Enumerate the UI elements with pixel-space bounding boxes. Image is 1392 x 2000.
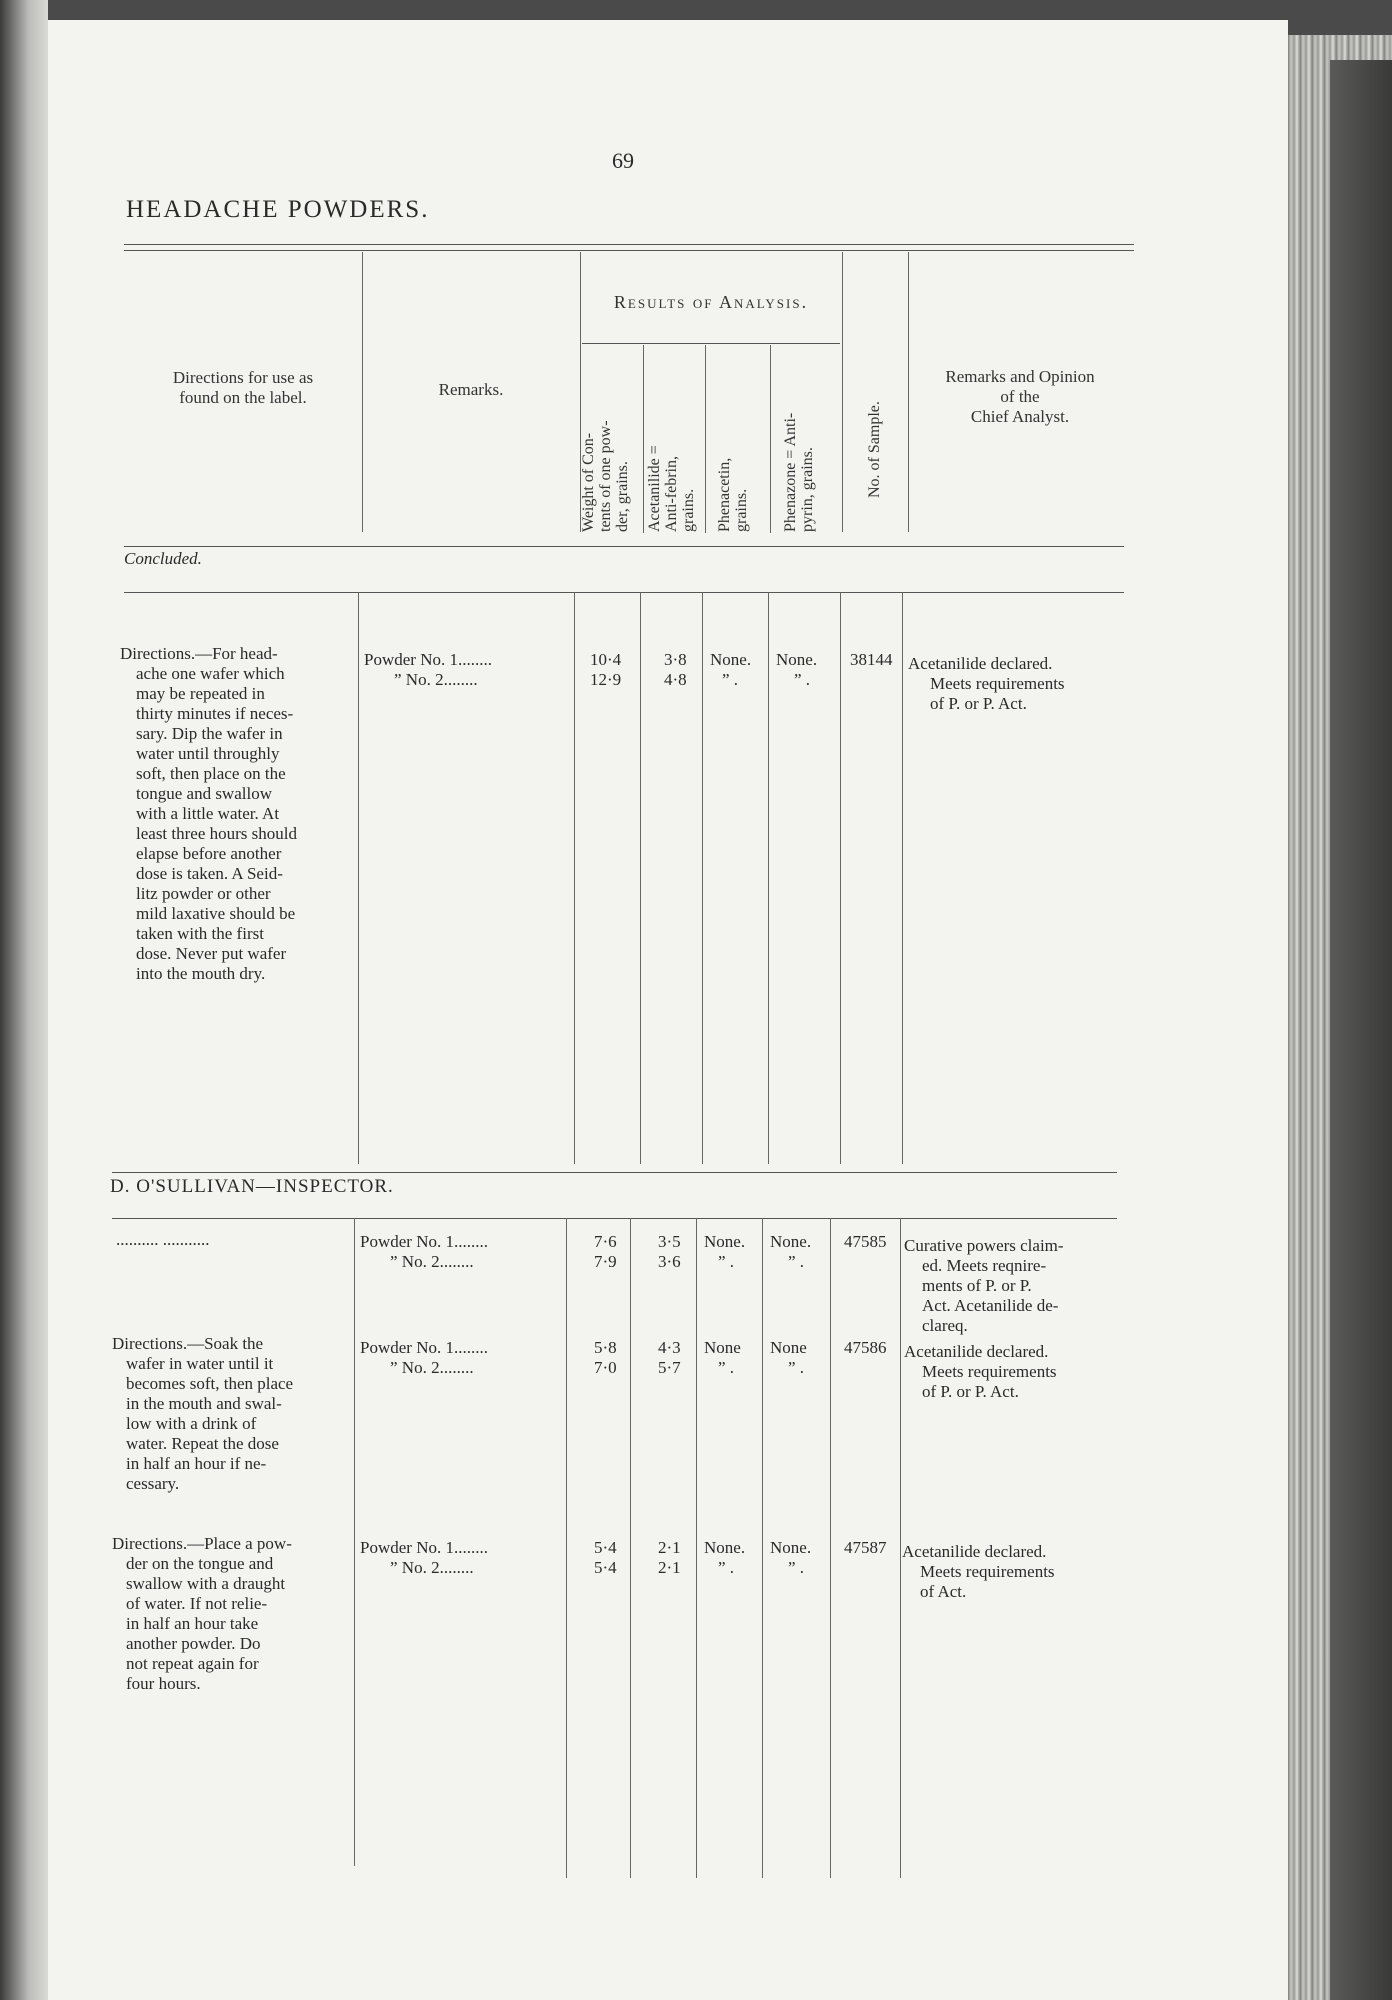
entry-3-phenazone: None ” . — [770, 1338, 807, 1377]
header-sample-number: No. of Sample. — [866, 401, 883, 498]
col-divider — [842, 252, 843, 532]
col-divider — [762, 1218, 763, 1878]
entry-1-phenazone: None. ” . — [776, 650, 818, 689]
col-divider — [830, 1218, 831, 1878]
entry-1-remarks: Powder No. 1........ ” No. 2........ — [364, 650, 492, 689]
col-divider — [696, 1218, 697, 1878]
entry-3-weight: 5·8 7·0 — [594, 1338, 617, 1377]
entry-1-directions: Directions.—For head- ache one wafer which may be repeated in thirty minutes if neces- sary. Dip the wafer in water until throughly soft, then place on the tongue and swallow with a little water. At least three hours should elapse before another dose is taken. A Seid- litz powder or other mild laxative should be taken with the first dose. Never put wafer into the mouth dry. — [120, 644, 297, 983]
entry-4-acetanilide: 2·1 2·1 — [658, 1538, 681, 1577]
col-divider — [574, 592, 575, 1164]
entry-1-opinion: Acetanilide declared. Meets requirements of P. or P. Act. — [908, 654, 1065, 713]
col-divider — [643, 345, 644, 533]
document-page — [48, 20, 1288, 2000]
header-rule-top-2 — [124, 250, 1134, 251]
entry-4-phenazone: None. ” . — [770, 1538, 812, 1577]
col-divider — [900, 1218, 901, 1878]
entry-1-acetanilide: 3·8 4·8 — [664, 650, 687, 689]
col-divider — [358, 592, 359, 1164]
entry-3-acetanilide: 4·3 5·7 — [658, 1338, 681, 1377]
inspector-heading: D. O'SULLIVAN—INSPECTOR. — [110, 1176, 394, 1197]
entry-2-opinion: Curative powers claim- ed. Meets reqnire- ments of P. or P. Act. Acetanilide de- clareq. — [904, 1236, 1064, 1335]
entry-2-phenazone: None. ” . — [770, 1232, 812, 1271]
left-page-edge — [0, 0, 48, 2000]
concluded-rule — [124, 592, 1124, 593]
page-number: 69 — [612, 148, 634, 173]
entry-4-sample-number: 47587 — [844, 1538, 887, 1557]
header-phenazone: Phenazone = Anti- pyrin, grains. — [782, 412, 816, 532]
header-acetanilide: Acetanilide = Anti-febrin, grains. — [646, 445, 697, 532]
header-opinion: Remarks and Opinion of the Chief Analyst. — [945, 367, 1095, 426]
entry-1-sample-number: 38144 — [850, 650, 893, 669]
entry-2-directions: .......... ........... — [116, 1230, 210, 1249]
entry-2-remarks: Powder No. 1........ ” No. 2........ — [360, 1232, 488, 1271]
col-divider — [908, 252, 909, 532]
col-divider — [702, 592, 703, 1164]
header-rule-top — [124, 244, 1134, 245]
entry-4-phenacetin: None. ” . — [704, 1538, 746, 1577]
book-cover-edge — [1330, 60, 1392, 2000]
entry-1-phenacetin: None. ” . — [710, 650, 752, 689]
header-remarks: Remarks. — [438, 380, 504, 399]
inspector-rule-bottom — [112, 1218, 1117, 1219]
col-divider — [770, 345, 771, 533]
col-divider — [566, 1218, 567, 1878]
col-divider — [902, 592, 903, 1164]
inspector-rule-top — [112, 1172, 1117, 1173]
entry-3-directions: Directions.—Soak the wafer in water until it becomes soft, then place in the mouth and swal- low with a drink of water. Repeat the dose in half an hour if ne- cessary. — [112, 1334, 294, 1493]
col-divider — [354, 1218, 355, 1866]
entry-2-phenacetin: None. ” . — [704, 1232, 746, 1271]
entry-3-sample-number: 47586 — [844, 1338, 887, 1357]
entry-3-phenacetin: None ” . — [704, 1338, 741, 1377]
section-title: HEADACHE POWDERS. — [126, 196, 430, 223]
entry-3-remarks: Powder No. 1........ ” No. 2........ — [360, 1338, 488, 1377]
header-phenacetin: Phenacetin, grains. — [716, 457, 750, 532]
results-rule — [582, 343, 840, 344]
entry-2-acetanilide: 3·5 3·6 — [658, 1232, 681, 1271]
entry-2-weight: 7·6 7·9 — [594, 1232, 617, 1271]
concluded-label: Concluded. — [124, 549, 202, 568]
col-divider — [362, 252, 363, 532]
col-divider — [630, 1218, 631, 1878]
header-directions: Directions for use as found on the label. — [172, 368, 314, 407]
header-rule-bottom — [124, 546, 1124, 547]
entry-4-remarks: Powder No. 1........ ” No. 2........ — [360, 1538, 488, 1577]
col-divider — [840, 592, 841, 1164]
entry-4-opinion: Acetanilide declared. Meets requirements of Act. — [902, 1542, 1055, 1601]
entry-4-weight: 5·4 5·4 — [594, 1538, 617, 1577]
entry-3-opinion: Acetanilide declared. Meets requirements of P. or P. Act. — [904, 1342, 1057, 1401]
entry-1-weight: 10·4 12·9 — [590, 650, 622, 689]
entry-4-directions: Directions.—Place a pow- der on the tongue and swallow with a draught of water. If not relie- in half an hour take another powder. Do not repeat again for four hours. — [112, 1534, 292, 1693]
col-divider — [640, 592, 641, 1164]
header-weight: Weight of Con- tents of one pow- der, grains. — [580, 420, 631, 532]
col-divider — [705, 345, 706, 533]
entry-2-sample-number: 47585 — [844, 1232, 887, 1251]
header-results-of-analysis: Results of Analysis. — [613, 292, 809, 312]
col-divider — [768, 592, 769, 1164]
